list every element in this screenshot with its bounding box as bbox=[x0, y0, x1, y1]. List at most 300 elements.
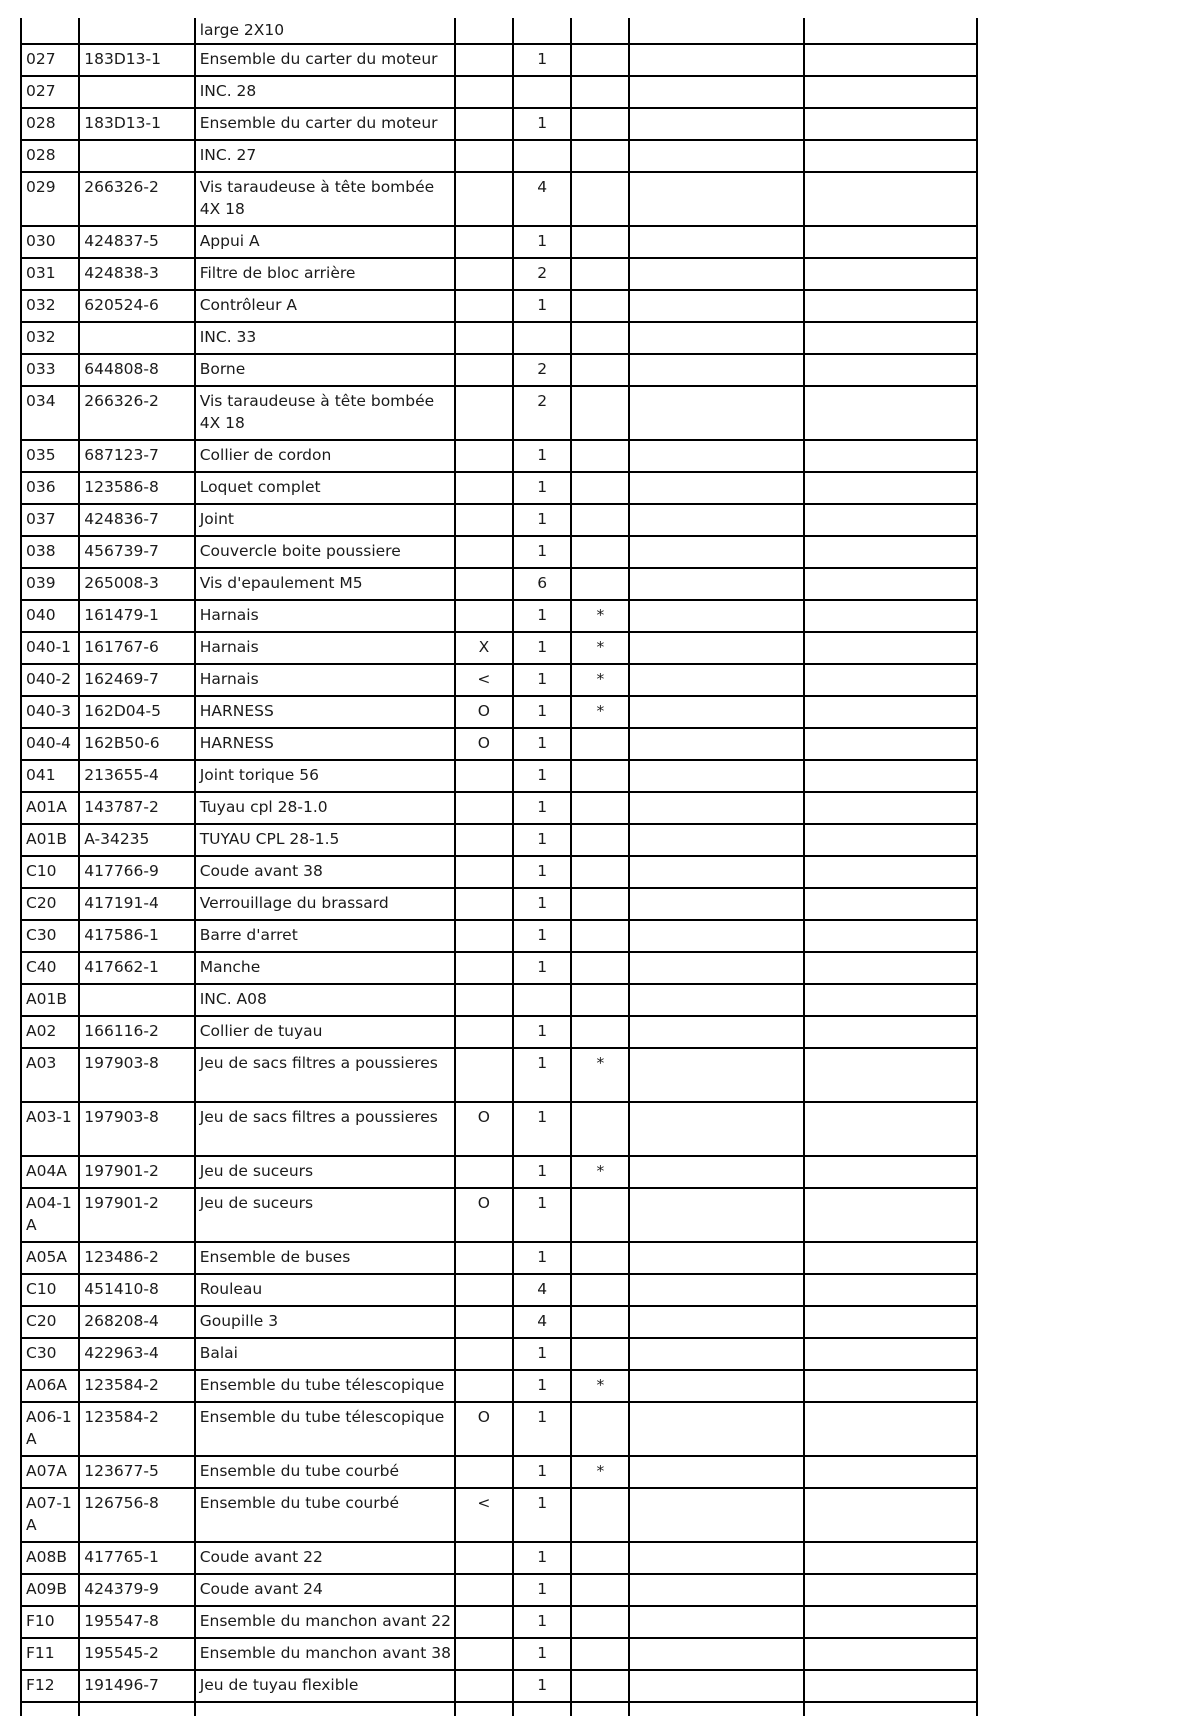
description-cell: Ensemble du carter du moteur bbox=[195, 44, 455, 76]
item-number-cell: A03 bbox=[21, 1048, 79, 1102]
extra-cell-1 bbox=[629, 1456, 804, 1488]
table-row bbox=[21, 1016, 977, 1048]
extra-cell-1 bbox=[629, 172, 804, 226]
description-cell: INC. A08 bbox=[195, 984, 455, 1016]
description-cell: Appui A bbox=[195, 226, 455, 258]
option-cell bbox=[455, 258, 513, 290]
part-number-cell: 424379-9 bbox=[79, 1574, 194, 1606]
empty-cell bbox=[195, 1702, 455, 1716]
extra-cell-1 bbox=[629, 322, 804, 354]
table-row bbox=[21, 856, 977, 888]
note-cell bbox=[571, 172, 629, 226]
option-cell bbox=[455, 76, 513, 108]
description-cell: Joint bbox=[195, 504, 455, 536]
table-row bbox=[21, 792, 977, 824]
description-cell: Jeu de tuyau flexible bbox=[195, 1670, 455, 1702]
extra-cell-1 bbox=[629, 568, 804, 600]
note-cell bbox=[571, 1188, 629, 1242]
item-number-cell: 038 bbox=[21, 536, 79, 568]
table-row bbox=[21, 440, 977, 472]
quantity-cell: 2 bbox=[513, 258, 571, 290]
extra-cell-2 bbox=[804, 322, 977, 354]
extra-cell-1 bbox=[629, 632, 804, 664]
option-cell bbox=[455, 856, 513, 888]
table-row bbox=[21, 140, 977, 172]
table-row bbox=[21, 1188, 977, 1242]
item-number-cell: 029 bbox=[21, 172, 79, 226]
option-cell: O bbox=[455, 696, 513, 728]
description-cell: HARNESS bbox=[195, 728, 455, 760]
extra-cell-2 bbox=[804, 226, 977, 258]
description-cell: Harnais bbox=[195, 664, 455, 696]
note-cell bbox=[571, 258, 629, 290]
part-number-cell bbox=[79, 76, 194, 108]
description-cell: Couvercle boite poussiere bbox=[195, 536, 455, 568]
extra-cell-1 bbox=[629, 536, 804, 568]
extra-cell-2 bbox=[804, 1048, 977, 1102]
note-cell bbox=[571, 1638, 629, 1670]
item-number-cell: C20 bbox=[21, 888, 79, 920]
table-row bbox=[21, 1048, 977, 1102]
note-cell bbox=[571, 1016, 629, 1048]
extra-cell-1 bbox=[629, 140, 804, 172]
part-number-cell: 161767-6 bbox=[79, 632, 194, 664]
option-cell bbox=[455, 1542, 513, 1574]
option-cell bbox=[455, 1242, 513, 1274]
part-number-cell: 213655-4 bbox=[79, 760, 194, 792]
option-cell: O bbox=[455, 728, 513, 760]
extra-cell-1 bbox=[629, 1048, 804, 1102]
description-cell: Coude avant 24 bbox=[195, 1574, 455, 1606]
part-number-cell: 195547-8 bbox=[79, 1606, 194, 1638]
extra-cell-1 bbox=[629, 1638, 804, 1670]
note-cell bbox=[571, 952, 629, 984]
extra-cell-1 bbox=[629, 1102, 804, 1156]
note-cell bbox=[571, 536, 629, 568]
extra-cell-2 bbox=[804, 568, 977, 600]
note-cell bbox=[571, 1242, 629, 1274]
extra-cell-2 bbox=[804, 536, 977, 568]
quantity-cell bbox=[513, 76, 571, 108]
item-number-cell: 032 bbox=[21, 290, 79, 322]
option-cell bbox=[455, 1456, 513, 1488]
option-cell bbox=[455, 322, 513, 354]
extra-cell-2 bbox=[804, 18, 977, 44]
item-number-cell: 039 bbox=[21, 568, 79, 600]
extra-cell-2 bbox=[804, 984, 977, 1016]
extra-cell-2 bbox=[804, 760, 977, 792]
quantity-cell: 1 bbox=[513, 728, 571, 760]
extra-cell-1 bbox=[629, 856, 804, 888]
table-row bbox=[21, 76, 977, 108]
item-number-cell: 040-3 bbox=[21, 696, 79, 728]
description-cell: Harnais bbox=[195, 600, 455, 632]
note-cell: * bbox=[571, 1456, 629, 1488]
extra-cell-1 bbox=[629, 258, 804, 290]
description-cell: Jeu de suceurs bbox=[195, 1188, 455, 1242]
quantity-cell: 1 bbox=[513, 440, 571, 472]
extra-cell-2 bbox=[804, 1606, 977, 1638]
note-cell bbox=[571, 1488, 629, 1542]
extra-cell-1 bbox=[629, 600, 804, 632]
option-cell bbox=[455, 824, 513, 856]
extra-cell-1 bbox=[629, 920, 804, 952]
extra-cell-2 bbox=[804, 1242, 977, 1274]
description-cell: Vis taraudeuse à tête bombée 4X 18 bbox=[195, 172, 455, 226]
quantity-cell: 1 bbox=[513, 696, 571, 728]
extra-cell-2 bbox=[804, 386, 977, 440]
option-cell bbox=[455, 600, 513, 632]
option-cell bbox=[455, 440, 513, 472]
part-number-cell: 417586-1 bbox=[79, 920, 194, 952]
extra-cell-2 bbox=[804, 1370, 977, 1402]
table-row bbox=[21, 472, 977, 504]
option-cell bbox=[455, 792, 513, 824]
extra-cell-2 bbox=[804, 1456, 977, 1488]
part-number-cell: 123584-2 bbox=[79, 1402, 194, 1456]
quantity-cell bbox=[513, 322, 571, 354]
item-number-cell: 041 bbox=[21, 760, 79, 792]
description-cell: Rouleau bbox=[195, 1274, 455, 1306]
part-number-cell: 123586-8 bbox=[79, 472, 194, 504]
option-cell bbox=[455, 1156, 513, 1188]
extra-cell-1 bbox=[629, 226, 804, 258]
extra-cell-1 bbox=[629, 696, 804, 728]
extra-cell-2 bbox=[804, 108, 977, 140]
note-cell bbox=[571, 1274, 629, 1306]
quantity-cell: 1 bbox=[513, 1188, 571, 1242]
table-row bbox=[21, 354, 977, 386]
item-number-cell: A06-1A bbox=[21, 1402, 79, 1456]
table-row bbox=[21, 1102, 977, 1156]
item-number-cell: A04-1A bbox=[21, 1188, 79, 1242]
note-cell bbox=[571, 824, 629, 856]
extra-cell-2 bbox=[804, 888, 977, 920]
part-number-cell bbox=[79, 984, 194, 1016]
option-cell bbox=[455, 44, 513, 76]
extra-cell-1 bbox=[629, 76, 804, 108]
item-number-cell: 027 bbox=[21, 44, 79, 76]
table-row bbox=[21, 888, 977, 920]
option-cell bbox=[455, 172, 513, 226]
quantity-cell: 1 bbox=[513, 1574, 571, 1606]
part-number-cell: 123486-2 bbox=[79, 1242, 194, 1274]
description-cell: Borne bbox=[195, 354, 455, 386]
part-number-cell: 197901-2 bbox=[79, 1188, 194, 1242]
quantity-cell: 1 bbox=[513, 1016, 571, 1048]
item-number-cell: C30 bbox=[21, 1338, 79, 1370]
extra-cell-1 bbox=[629, 824, 804, 856]
option-cell bbox=[455, 952, 513, 984]
table-row bbox=[21, 1306, 977, 1338]
item-number-cell: 027 bbox=[21, 76, 79, 108]
item-number-cell: C10 bbox=[21, 856, 79, 888]
table-row bbox=[21, 18, 977, 44]
item-number-cell: 030 bbox=[21, 226, 79, 258]
part-number-cell bbox=[79, 322, 194, 354]
extra-cell-2 bbox=[804, 1016, 977, 1048]
quantity-cell: 4 bbox=[513, 1274, 571, 1306]
part-number-cell: 268208-4 bbox=[79, 1306, 194, 1338]
table-row bbox=[21, 172, 977, 226]
part-number-cell: A-34235 bbox=[79, 824, 194, 856]
quantity-cell bbox=[513, 140, 571, 172]
part-number-cell: 123584-2 bbox=[79, 1370, 194, 1402]
table-row bbox=[21, 984, 977, 1016]
description-cell: Coude avant 22 bbox=[195, 1542, 455, 1574]
description-cell: Joint torique 56 bbox=[195, 760, 455, 792]
quantity-cell: 1 bbox=[513, 1456, 571, 1488]
option-cell: O bbox=[455, 1188, 513, 1242]
quantity-cell: 1 bbox=[513, 290, 571, 322]
quantity-cell: 1 bbox=[513, 920, 571, 952]
extra-cell-1 bbox=[629, 1606, 804, 1638]
option-cell bbox=[455, 108, 513, 140]
table-row bbox=[21, 952, 977, 984]
part-number-cell: 424837-5 bbox=[79, 226, 194, 258]
description-cell: Filtre de bloc arrière bbox=[195, 258, 455, 290]
quantity-cell: 1 bbox=[513, 824, 571, 856]
empty-cell bbox=[455, 1702, 513, 1716]
note-cell bbox=[571, 1102, 629, 1156]
table-row bbox=[21, 728, 977, 760]
quantity-cell: 1 bbox=[513, 760, 571, 792]
quantity-cell bbox=[513, 18, 571, 44]
part-number-cell: 183D13-1 bbox=[79, 108, 194, 140]
extra-cell-2 bbox=[804, 792, 977, 824]
quantity-cell: 1 bbox=[513, 664, 571, 696]
description-cell: Jeu de sacs filtres a poussieres bbox=[195, 1102, 455, 1156]
item-number-cell: 037 bbox=[21, 504, 79, 536]
option-cell: < bbox=[455, 664, 513, 696]
item-number-cell: A04A bbox=[21, 1156, 79, 1188]
item-number-cell: 040-4 bbox=[21, 728, 79, 760]
note-cell bbox=[571, 760, 629, 792]
option-cell bbox=[455, 18, 513, 44]
item-number-cell: 040 bbox=[21, 600, 79, 632]
extra-cell-2 bbox=[804, 1156, 977, 1188]
quantity-cell: 1 bbox=[513, 1402, 571, 1456]
part-number-cell: 197903-8 bbox=[79, 1048, 194, 1102]
option-cell bbox=[455, 888, 513, 920]
item-number-cell: 040-1 bbox=[21, 632, 79, 664]
extra-cell-1 bbox=[629, 1188, 804, 1242]
part-number-cell: 191496-7 bbox=[79, 1670, 194, 1702]
item-number-cell: F10 bbox=[21, 1606, 79, 1638]
quantity-cell: 1 bbox=[513, 504, 571, 536]
extra-cell-2 bbox=[804, 504, 977, 536]
part-number-cell: 161479-1 bbox=[79, 600, 194, 632]
quantity-cell: 4 bbox=[513, 1306, 571, 1338]
extra-cell-1 bbox=[629, 664, 804, 696]
description-cell: Harnais bbox=[195, 632, 455, 664]
option-cell: < bbox=[455, 1488, 513, 1542]
note-cell bbox=[571, 1670, 629, 1702]
item-number-cell: A02 bbox=[21, 1016, 79, 1048]
option-cell bbox=[455, 140, 513, 172]
description-cell: Verrouillage du brassard bbox=[195, 888, 455, 920]
extra-cell-1 bbox=[629, 108, 804, 140]
part-number-cell: 417765-1 bbox=[79, 1542, 194, 1574]
option-cell bbox=[455, 984, 513, 1016]
note-cell bbox=[571, 472, 629, 504]
description-cell: TUYAU CPL 28-1.5 bbox=[195, 824, 455, 856]
description-cell: Vis d'epaulement M5 bbox=[195, 568, 455, 600]
extra-cell-1 bbox=[629, 472, 804, 504]
quantity-cell: 1 bbox=[513, 1670, 571, 1702]
item-number-cell: 031 bbox=[21, 258, 79, 290]
table-row bbox=[21, 290, 977, 322]
quantity-cell: 1 bbox=[513, 632, 571, 664]
extra-cell-2 bbox=[804, 1670, 977, 1702]
description-cell: Ensemble du manchon avant 38 bbox=[195, 1638, 455, 1670]
table-row bbox=[21, 760, 977, 792]
quantity-cell: 1 bbox=[513, 1156, 571, 1188]
quantity-cell: 1 bbox=[513, 1488, 571, 1542]
option-cell bbox=[455, 536, 513, 568]
option-cell bbox=[455, 354, 513, 386]
empty-cell bbox=[79, 1702, 194, 1716]
quantity-cell: 1 bbox=[513, 472, 571, 504]
part-number-cell: 417766-9 bbox=[79, 856, 194, 888]
option-cell bbox=[455, 920, 513, 952]
part-number-cell bbox=[79, 18, 194, 44]
part-number-cell: 166116-2 bbox=[79, 1016, 194, 1048]
extra-cell-1 bbox=[629, 1542, 804, 1574]
extra-cell-2 bbox=[804, 290, 977, 322]
description-cell: Jeu de suceurs bbox=[195, 1156, 455, 1188]
description-cell: Ensemble du tube courbé bbox=[195, 1488, 455, 1542]
note-cell bbox=[571, 1574, 629, 1606]
option-cell bbox=[455, 472, 513, 504]
part-number-cell: 162D04-5 bbox=[79, 696, 194, 728]
option-cell: X bbox=[455, 632, 513, 664]
extra-cell-1 bbox=[629, 440, 804, 472]
quantity-cell: 1 bbox=[513, 792, 571, 824]
option-cell bbox=[455, 1370, 513, 1402]
note-cell bbox=[571, 226, 629, 258]
empty-cell bbox=[629, 1702, 804, 1716]
table-row bbox=[21, 1606, 977, 1638]
parts-list-body bbox=[21, 18, 977, 1716]
extra-cell-1 bbox=[629, 1488, 804, 1542]
option-cell: O bbox=[455, 1402, 513, 1456]
item-number-cell: 028 bbox=[21, 140, 79, 172]
table-row bbox=[21, 1488, 977, 1542]
part-number-cell: 143787-2 bbox=[79, 792, 194, 824]
table-row bbox=[21, 824, 977, 856]
note-cell: * bbox=[571, 632, 629, 664]
quantity-cell: 1 bbox=[513, 888, 571, 920]
description-cell: Barre d'arret bbox=[195, 920, 455, 952]
part-number-cell bbox=[79, 140, 194, 172]
extra-cell-1 bbox=[629, 18, 804, 44]
quantity-cell: 1 bbox=[513, 226, 571, 258]
quantity-cell: 1 bbox=[513, 1242, 571, 1274]
item-number-cell: A01B bbox=[21, 984, 79, 1016]
description-cell: Tuyau cpl 28-1.0 bbox=[195, 792, 455, 824]
part-number-cell: 266326-2 bbox=[79, 172, 194, 226]
item-number-cell: A05A bbox=[21, 1242, 79, 1274]
note-cell bbox=[571, 888, 629, 920]
description-cell: INC. 28 bbox=[195, 76, 455, 108]
part-number-cell: 162B50-6 bbox=[79, 728, 194, 760]
part-number-cell: 687123-7 bbox=[79, 440, 194, 472]
extra-cell-1 bbox=[629, 1370, 804, 1402]
option-cell bbox=[455, 568, 513, 600]
description-cell: Ensemble du tube télescopique bbox=[195, 1402, 455, 1456]
parts-list-table bbox=[20, 18, 978, 1716]
table-row bbox=[21, 108, 977, 140]
item-number-cell: 032 bbox=[21, 322, 79, 354]
extra-cell-2 bbox=[804, 1638, 977, 1670]
note-cell bbox=[571, 792, 629, 824]
option-cell bbox=[455, 1638, 513, 1670]
description-cell: Balai bbox=[195, 1338, 455, 1370]
extra-cell-2 bbox=[804, 44, 977, 76]
table-row bbox=[21, 1542, 977, 1574]
extra-cell-1 bbox=[629, 1574, 804, 1606]
extra-cell-1 bbox=[629, 760, 804, 792]
extra-cell-2 bbox=[804, 1102, 977, 1156]
note-cell bbox=[571, 728, 629, 760]
option-cell bbox=[455, 504, 513, 536]
empty-cell bbox=[571, 1702, 629, 1716]
extra-cell-2 bbox=[804, 856, 977, 888]
item-number-cell: A08B bbox=[21, 1542, 79, 1574]
item-number-cell: F12 bbox=[21, 1670, 79, 1702]
note-cell bbox=[571, 322, 629, 354]
note-cell: * bbox=[571, 664, 629, 696]
extra-cell-2 bbox=[804, 1274, 977, 1306]
extra-cell-1 bbox=[629, 504, 804, 536]
extra-cell-2 bbox=[804, 1574, 977, 1606]
option-cell bbox=[455, 1338, 513, 1370]
extra-cell-2 bbox=[804, 664, 977, 696]
description-cell: Jeu de sacs filtres a poussieres bbox=[195, 1048, 455, 1102]
extra-cell-2 bbox=[804, 354, 977, 386]
item-number-cell: C30 bbox=[21, 920, 79, 952]
quantity-cell: 2 bbox=[513, 386, 571, 440]
extra-cell-1 bbox=[629, 1338, 804, 1370]
option-cell bbox=[455, 290, 513, 322]
extra-cell-2 bbox=[804, 728, 977, 760]
table-row bbox=[21, 258, 977, 290]
part-number-cell: 417662-1 bbox=[79, 952, 194, 984]
table-row bbox=[21, 1274, 977, 1306]
quantity-cell: 1 bbox=[513, 600, 571, 632]
table-row bbox=[21, 1456, 977, 1488]
table-row bbox=[21, 1338, 977, 1370]
option-cell bbox=[455, 760, 513, 792]
extra-cell-2 bbox=[804, 76, 977, 108]
quantity-cell: 1 bbox=[513, 1606, 571, 1638]
note-cell bbox=[571, 856, 629, 888]
part-number-cell: 126756-8 bbox=[79, 1488, 194, 1542]
note-cell bbox=[571, 76, 629, 108]
extra-cell-2 bbox=[804, 1338, 977, 1370]
extra-cell-2 bbox=[804, 258, 977, 290]
extra-cell-1 bbox=[629, 1306, 804, 1338]
quantity-cell: 1 bbox=[513, 952, 571, 984]
description-cell: Contrôleur A bbox=[195, 290, 455, 322]
description-cell: Ensemble du carter du moteur bbox=[195, 108, 455, 140]
option-cell bbox=[455, 1574, 513, 1606]
note-cell bbox=[571, 44, 629, 76]
table-row bbox=[21, 1156, 977, 1188]
extra-cell-2 bbox=[804, 472, 977, 504]
item-number-cell: A03-1 bbox=[21, 1102, 79, 1156]
